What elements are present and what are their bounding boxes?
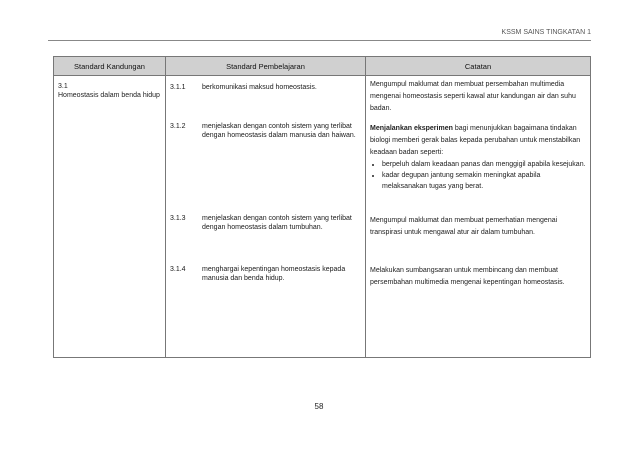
catatan-item: Mengumpul maklumat dan membuat persembahan multimedia mengenai homeostasis seperti kawal atur kandungan air dan suhu badan. <box>370 81 576 112</box>
table-content-row <box>54 76 591 358</box>
sp-number: 3.1.4 <box>170 266 186 273</box>
standard-kandungan-cell <box>54 76 166 358</box>
page-number: 58 <box>314 402 324 411</box>
catatan-item: Melakukan sumbangsaran untuk membincang dan membuat persembahan multimedia mengenai kepentingan homeostasis. <box>370 267 565 286</box>
table-header-row <box>54 57 591 76</box>
page-header: KSSM SAINS TINGKATAN 1 <box>501 29 591 36</box>
sp-text: menjelaskan dengan contoh sistem yang terlibat dengan homeostasis dalam tumbuhan. <box>202 215 352 231</box>
bullet-item: • berpeluh dalam keadaan panas dan menggigil apabila kesejukan. <box>382 159 586 170</box>
sp-number: 3.1.2 <box>170 123 186 130</box>
catatan-bullet-list <box>370 159 586 192</box>
header-rule <box>48 40 591 41</box>
sp-item <box>166 122 365 214</box>
sp-number: 3.1.1 <box>170 84 186 91</box>
sp-text: menghargai kepentingan homeostasis kepada manusia dan benda hidup. <box>202 266 346 282</box>
sp-number: 3.1.3 <box>170 215 186 222</box>
sk-title: Homeostasis dalam benda hidup <box>58 92 160 99</box>
standard-pembelajaran-cell <box>166 76 366 358</box>
sk-number: 3.1 <box>58 83 68 90</box>
header-standard-kandungan: Standard Kandungan <box>54 57 166 76</box>
sp-text: menjelaskan dengan contoh sistem yang terlibat dengan homeostasis dalam manusia dan haiwan. <box>202 123 356 139</box>
bullet-item: • kadar degupan jantung semakin meningkat apabila melaksanakan tugas yang berat. <box>382 170 586 192</box>
catatan-emphasis: Menjalankan eksperimen <box>370 125 453 132</box>
sp-text: berkomunikasi maksud homeostasis. <box>202 84 317 91</box>
header-catatan: Catatan <box>366 57 591 76</box>
catatan-cell <box>366 76 591 358</box>
sp-item <box>166 265 365 283</box>
catatan-item: Mengumpul maklumat dan membuat pemerhatian mengenai transpirasi untuk mengawal atur air dalam tumbuhan. <box>370 217 558 236</box>
curriculum-table <box>53 56 591 358</box>
catatan-item <box>366 123 590 215</box>
sp-item <box>166 214 365 265</box>
catatan-text: bagi menunjukkan bagaimana tindakan biologi memberi gerak balas kepada perubahan untuk menstabilkan keadaan badan seperti: <box>370 125 581 156</box>
header-standard-pembelajaran: Standard Pembelajaran <box>166 57 366 76</box>
